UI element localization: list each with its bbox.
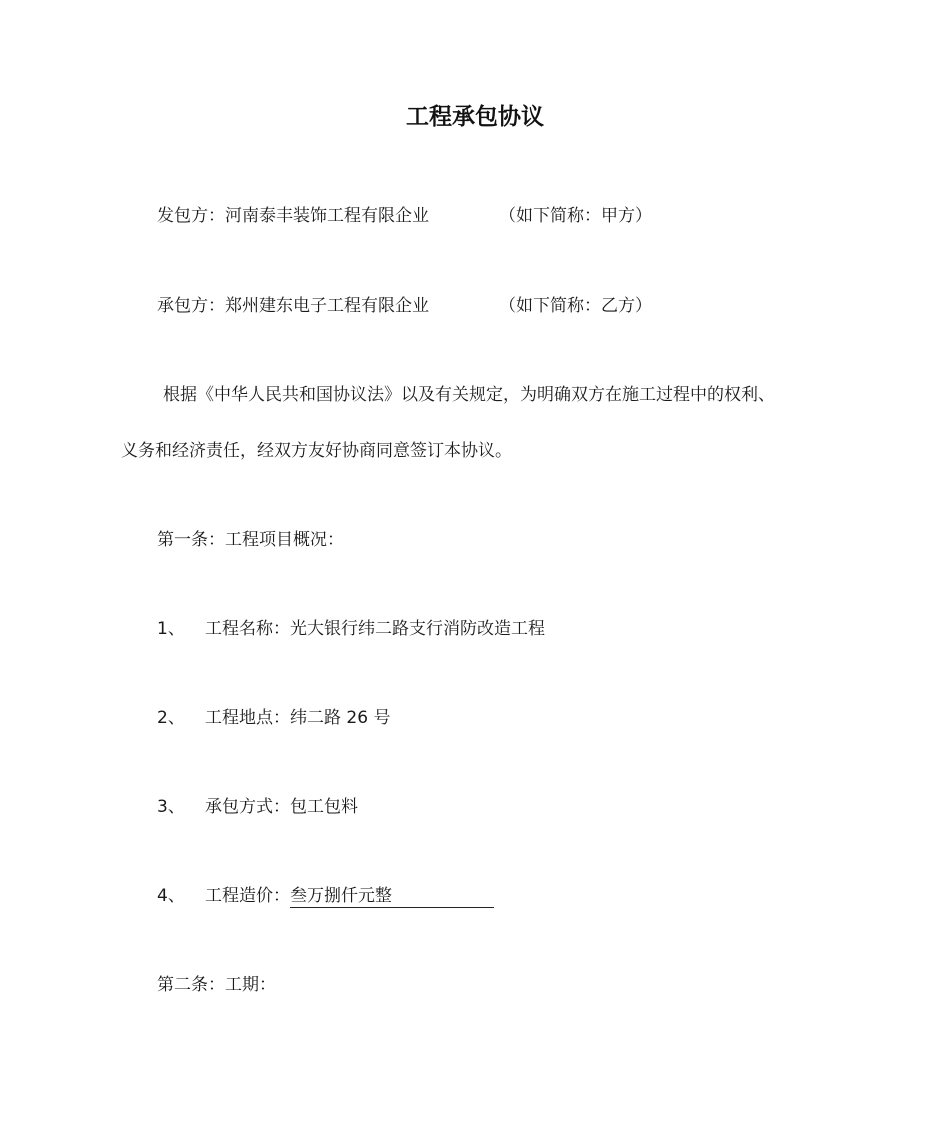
item-3-label: 承包方式： [205, 797, 290, 817]
issuer-line: 发包方：河南泰丰装饰工程有限企业 [157, 206, 429, 226]
item-4-label: 工程造价： [205, 886, 290, 906]
item-4-text [205, 884, 494, 908]
item-1-text [205, 617, 545, 641]
item-3-text [205, 795, 358, 819]
item-3-number: 3、 [157, 797, 185, 817]
issuer-note: （如下简称：甲方） [499, 206, 652, 226]
preamble-line-2: 义务和经济责任，经双方友好协商同意签订本协议。 [121, 441, 512, 461]
item-1-number: 1、 [157, 619, 185, 639]
document-title: 工程承包协议 [406, 104, 544, 130]
article-1-heading: 第一条：工程项目概况： [157, 530, 344, 550]
item-4-value: 叁万捌仟元整 [290, 885, 494, 908]
preamble-line-1: 根据《中华人民共和国协议法》以及有关规定，为明确双方在施工过程中的权利、 [163, 385, 775, 405]
item-2-value: 纬二路 26 号 [290, 708, 391, 728]
item-3-value: 包工包料 [290, 797, 358, 817]
item-1-value: 光大银行纬二路支行消防改造工程 [290, 619, 545, 639]
item-2-label: 工程地点： [205, 708, 290, 728]
contractor-line: 承包方：郑州建东电子工程有限企业 [157, 296, 429, 316]
item-2-text [205, 706, 390, 730]
contractor-note: （如下简称：乙方） [499, 296, 652, 316]
item-2-number: 2、 [157, 708, 185, 728]
item-4-number: 4、 [157, 886, 185, 906]
article-2-heading: 第二条：工期： [157, 975, 276, 995]
item-1-label: 工程名称： [205, 619, 290, 639]
